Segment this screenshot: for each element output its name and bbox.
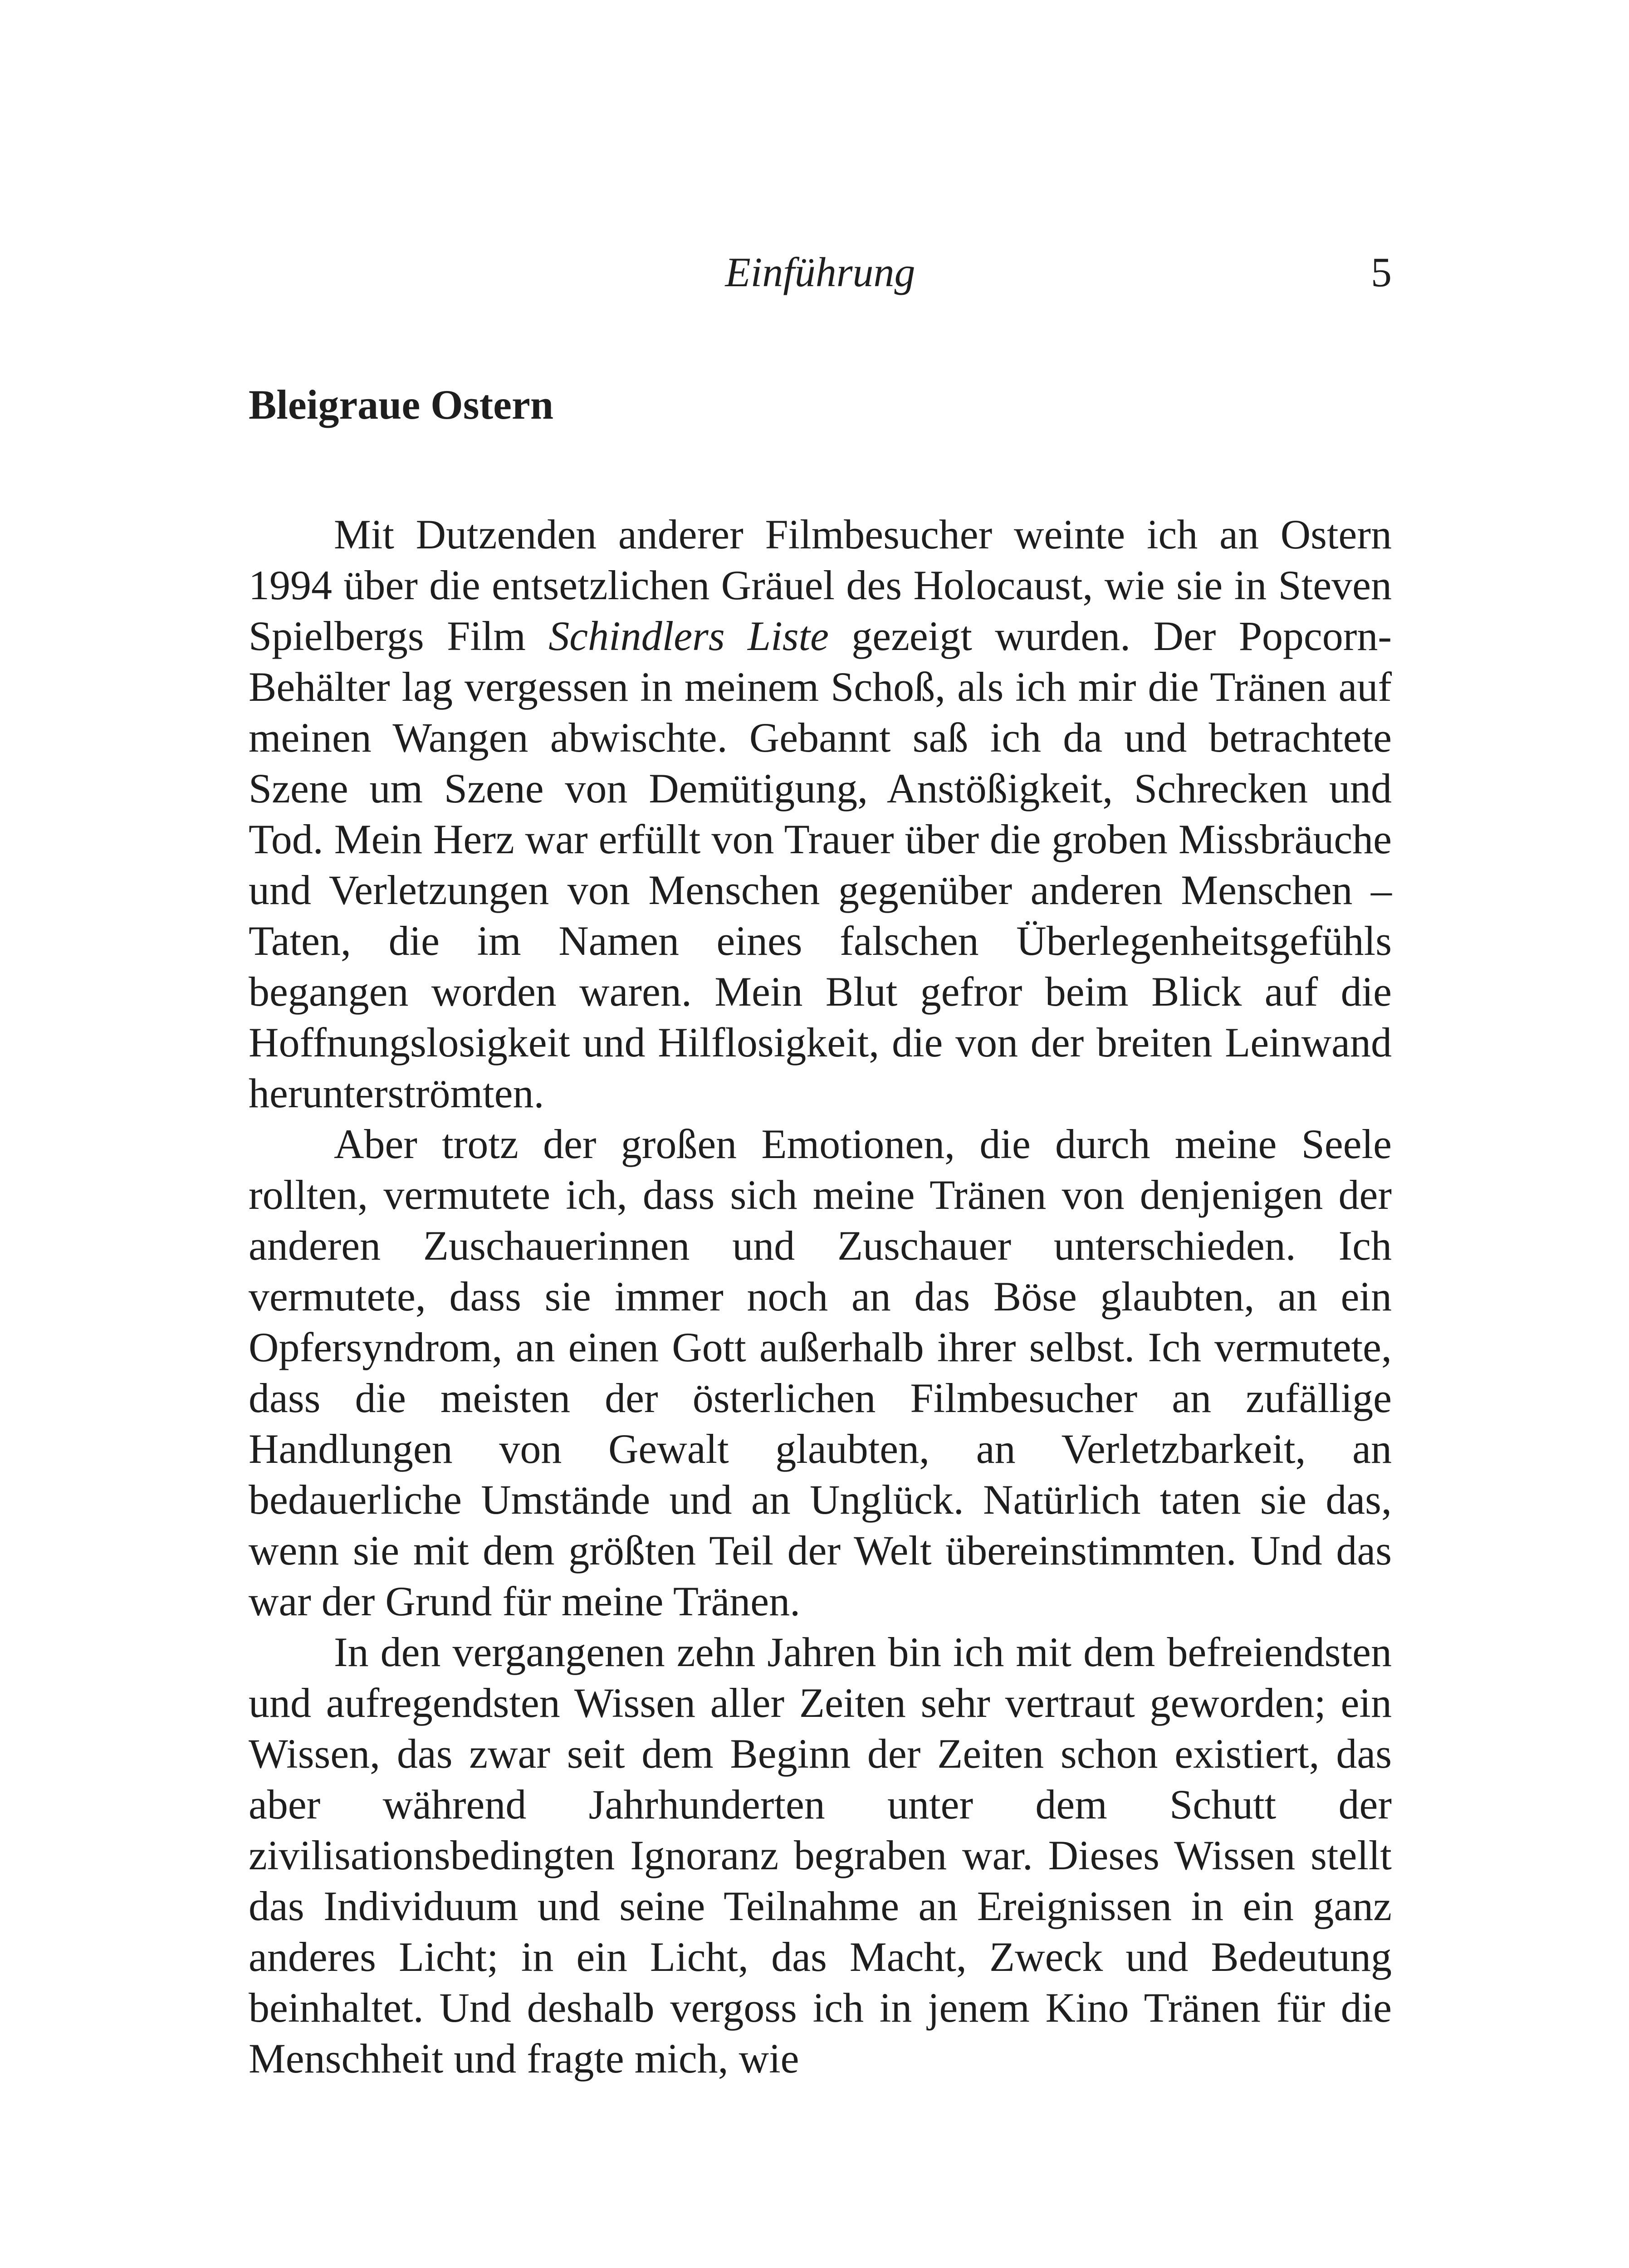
page-header: [249, 236, 1392, 308]
running-title: Einführung: [725, 249, 915, 295]
paragraph: [249, 509, 1392, 1119]
paragraph-text: gezeigt wurden. Der Popcorn-Behälter lag vergessen in meinem Schoß, als ich mir die Tränen auf meinen Wangen abwischte. Gebannt saß ich da und betrachtete Szene um Szene von Demütigung, Anstößigkeit, Schrecken und Tod. Mein Herz war erfüllt von Trauer über die groben Missbräuche und Verletzungen von Menschen gegenüber anderen Menschen – Taten, die im Namen eines falschen Überlegenheitsgefühls begangen worden waren. Mein Blut gefror beim Blick auf die Hoffnungslosigkeit und Hilflosigkeit, die von der breiten Leinwand herunterströmten.: [249, 613, 1392, 1116]
paragraph: In den vergangenen zehn Jahren bin ich mit dem befreiendsten und aufregendsten Wissen aller Zeiten sehr vertraut geworden; ein Wissen, das zwar seit dem Beginn der Zeiten schon existiert, das aber während Jahrhunderten unter dem Schutt der zivilisationsbedingten Ignoranz begraben war. Dieses Wissen stellt das Individuum und seine Teilnahme an Ereignissen in ein ganz anderes Licht; in ein Licht, das Macht, Zweck und Bedeutung beinhaltet. Und deshalb vergoss ich in jenem Kino Tränen für die Menschheit und fragte mich, wie: [249, 1629, 1392, 2082]
section-heading: Bleigraue Ostern: [249, 381, 553, 428]
paragraph: Aber trotz der großen Emotionen, die durch meine Seele rollten, vermutete ich, dass sich meine Tränen von denjenigen der anderen Zuschauerinnen und Zuschauer unterschieden. Ich vermutete, dass sie immer noch an das Böse glaubten, an ein Opfersyndrom, an einen Gott außerhalb ihrer selbst. Ich vermutete, dass die meisten der österlichen Filmbesucher an zufällige Handlungen von Gewalt glaubten, an Verletzbarkeit, an bedauerliche Umstände und an Unglück. Natürlich taten sie das, wenn sie mit dem größten Teil der Welt übereinstimmten. Und das war der Grund für meine Tränen.: [249, 1121, 1392, 1624]
film-title: Schindlers Liste: [548, 613, 829, 659]
paragraph-text: Mit Dutzenden anderer Filmbesucher weinte ich an Ostern 1994 über die entsetzlichen Gräuel des Holocaust, wie sie in Steven Spielbergs Film: [249, 511, 1392, 659]
page-content: [249, 368, 1392, 2084]
body-text: [249, 509, 1392, 2084]
page-number: 5: [1371, 249, 1392, 295]
